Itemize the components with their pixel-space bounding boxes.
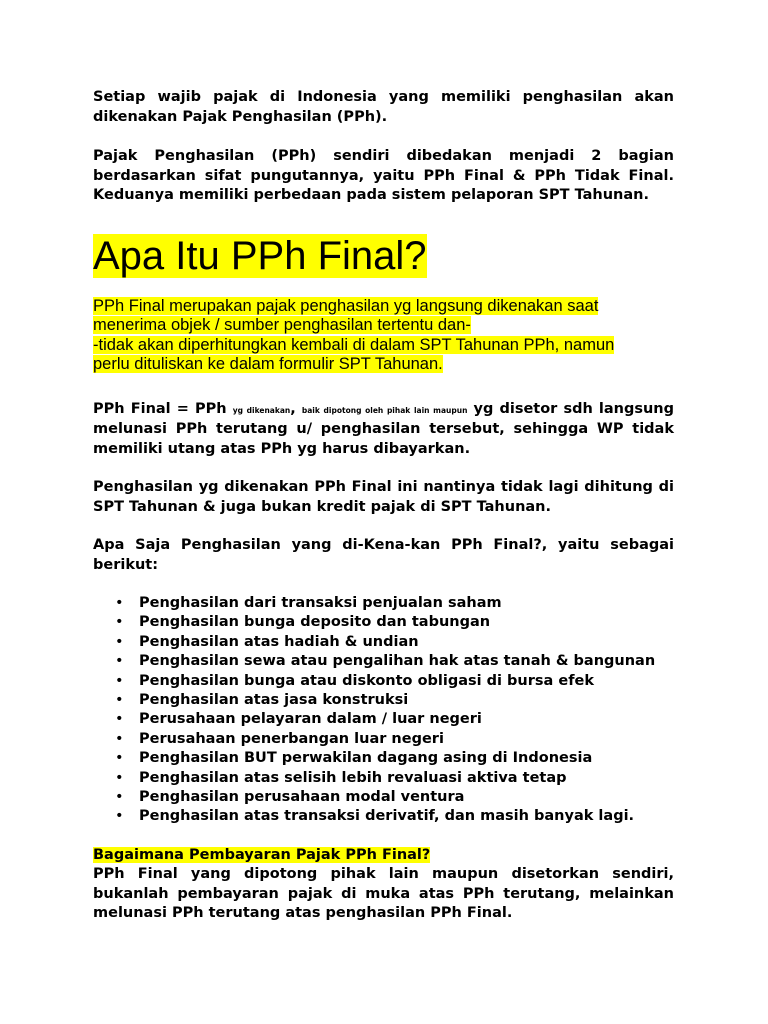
section-heading xyxy=(93,232,674,280)
list-item xyxy=(93,613,674,632)
highlighted-definition xyxy=(93,297,674,375)
formula-small-1: yg dikenakan xyxy=(232,405,291,415)
formula-small-2: baik dipotong oleh pihak lain maupun xyxy=(301,405,468,415)
list-item-text: Penghasilan atas jasa konstruksi xyxy=(139,692,409,709)
bullet-icon: • xyxy=(115,672,124,689)
list-item-text: Penghasilan BUT perwakilan dagang asing di Indonesia xyxy=(139,750,593,767)
list-item-text: Penghasilan atas hadiah & undian xyxy=(139,633,419,650)
list-item-text: Penghasilan bunga atau diskonto obligasi di bursa efek xyxy=(139,672,594,689)
list-item-text: Penghasilan perusahaan modal ventura xyxy=(139,789,465,806)
list-item-text: Penghasilan bunga deposito dan tabungan xyxy=(139,614,491,631)
list-item-text: Penghasilan atas selisih lebih revaluasi aktiva tetap xyxy=(139,769,567,786)
section-heading-text: Apa Itu PPh Final? xyxy=(93,233,427,278)
income-list xyxy=(93,594,674,827)
list-item xyxy=(93,807,674,826)
bullet-icon: • xyxy=(115,692,124,709)
paragraph-list-intro: Apa Saja Penghasilan yang di-Kena-kan PPh Final?, yaitu sebagai berikut: xyxy=(93,537,674,573)
formula-lead: PPh Final = PPh xyxy=(93,400,233,417)
document-page xyxy=(93,88,674,924)
definition-line-1: PPh Final merupakan pajak penghasilan yg langsung dikenakan saat xyxy=(93,296,599,315)
list-item-text: Penghasilan atas transaksi derivatif, dan masih banyak lagi. xyxy=(139,808,635,825)
definition-line-3: -tidak akan diperhitungkan kembali di dalam SPT Tahunan PPh, namun xyxy=(93,335,615,354)
list-item xyxy=(93,749,674,768)
formula-comma: , xyxy=(290,400,302,417)
list-item xyxy=(93,672,674,691)
payment-subheading xyxy=(93,846,674,866)
bullet-icon: • xyxy=(115,769,124,786)
paragraph-not-counted: Penghasilan yg dikenakan PPh Final ini nantinya tidak lagi dihitung di SPT Tahunan & juga bukan kredit pajak di SPT Tahunan. xyxy=(93,479,674,515)
list-item xyxy=(93,691,674,710)
list-item-text: Penghasilan sewa atau pengalihan hak atas tanah & bangunan xyxy=(139,653,656,670)
bullet-icon: • xyxy=(115,633,124,650)
list-item xyxy=(93,788,674,807)
closing-paragraph: PPh Final yang dipotong pihak lain maupun disetorkan sendiri, bukanlah pembayaran pajak di muka atas PPh terutang, melainkan melunasi PPh terutang atas penghasilan PPh Final. xyxy=(93,866,674,922)
bullet-icon: • xyxy=(115,614,124,631)
bullet-icon: • xyxy=(115,789,124,806)
payment-subheading-text: Bagaimana Pembayaran Pajak PPh Final? xyxy=(93,846,431,863)
bullet-icon: • xyxy=(115,750,124,767)
bullet-icon: • xyxy=(115,808,124,825)
list-item-text: Perusahaan pelayaran dalam / luar negeri xyxy=(139,711,482,728)
list-item xyxy=(93,730,674,749)
formula-paragraph xyxy=(93,400,674,460)
list-item xyxy=(93,633,674,652)
list-item xyxy=(93,652,674,671)
bullet-icon: • xyxy=(115,711,124,728)
intro-paragraph-2: Pajak Penghasilan (PPh) sendiri dibedakan menjadi 2 bagian berdasarkan sifat pungutannya, yaitu PPh Final & PPh Tidak Final. Keduanya memiliki perbedaan pada sistem pelaporan SPT Tahunan. xyxy=(93,148,674,203)
list-item xyxy=(93,710,674,729)
intro-paragraph-1: Setiap wajib pajak di Indonesia yang memiliki penghasilan akan dikenakan Pajak Penghasilan (PPh). xyxy=(93,89,674,125)
bullet-icon: • xyxy=(115,595,124,611)
bullet-icon: • xyxy=(115,730,124,747)
definition-line-2: menerima objek / sumber penghasilan tertentu dan- xyxy=(93,316,471,334)
list-item xyxy=(93,769,674,788)
list-item-text: Penghasilan dari transaksi penjualan saham xyxy=(139,595,502,611)
definition-line-4: perlu dituliskan ke dalam formulir SPT Tahunan. xyxy=(93,355,443,373)
list-item-text: Perusahaan penerbangan luar negeri xyxy=(139,730,444,747)
formula-rest: yg disetor sdh langsung melunasi PPh terutang u/ penghasilan tersebut, sehingga WP tidak memiliki utang atas PPh yg harus dibayarkan. xyxy=(93,400,674,457)
bullet-icon: • xyxy=(115,653,124,670)
list-item xyxy=(93,594,674,613)
